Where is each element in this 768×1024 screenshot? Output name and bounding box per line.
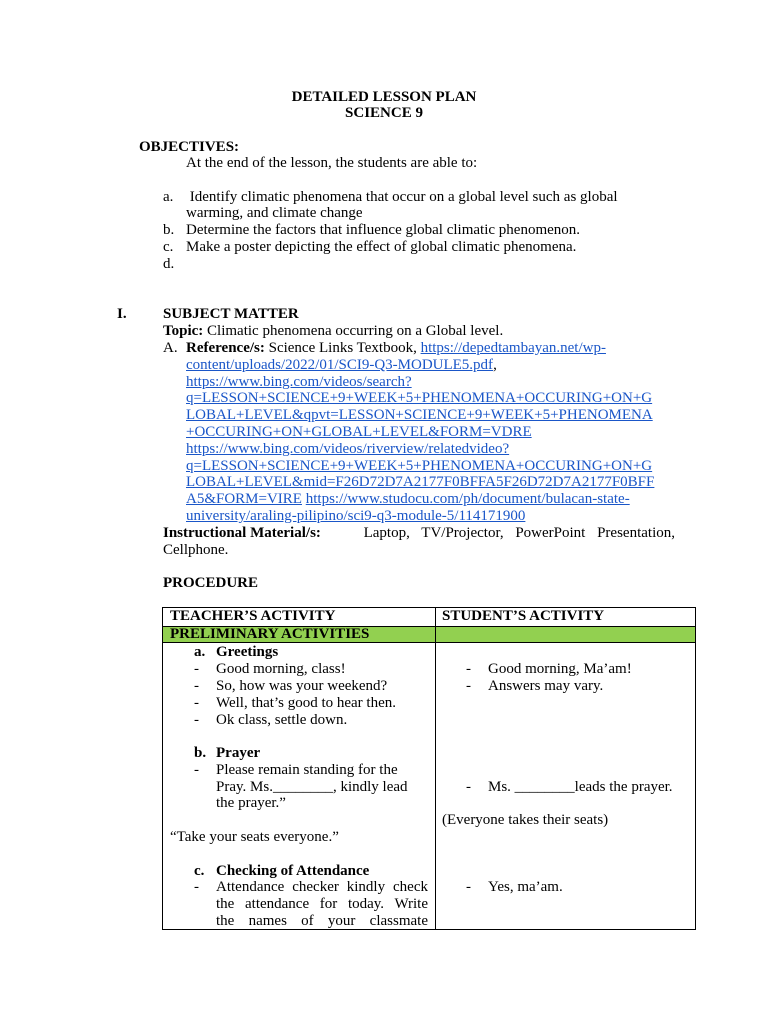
objectives-heading: OBJECTIVES: [139,139,240,155]
student-response: Answers may vary. [488,678,604,694]
greetings-title: Greetings [216,644,279,660]
dash: - [194,661,199,677]
dash: - [466,779,471,795]
greeting-line: Ok class, settle down. [216,712,348,728]
reference-link-2d[interactable]: +OCCURING+ON+GLOBAL+LEVEL&FORM=VDRE [186,424,532,440]
preliminary-band-right [436,627,695,642]
topic-label: Topic: [163,323,204,339]
objectives-intro: At the end of the lesson, the students are able to: [186,155,478,171]
attendance-title: Checking of Attendance [216,863,370,879]
materials-value: Laptop, TV/Projector, PowerPoint Presentation, [363,525,675,541]
reference-line-9 [186,491,630,508]
greeting-line: Well, that’s good to hear then. [216,695,396,711]
dash: - [194,762,199,778]
objective-a-line2: warming, and climate change [186,205,363,221]
reference-label: Reference/s: [186,340,265,356]
topic-value: Climatic phenomena occurring on a Global level. [203,323,504,339]
dash: - [194,695,199,711]
procedure-heading: PROCEDURE [163,575,259,591]
dash: - [194,879,199,895]
reference-text: Science Links Textbook, [264,340,421,356]
student-seat-note: (Everyone takes their seats) [442,812,609,828]
materials-line2: Cellphone. [163,542,229,558]
subject-matter-heading: SUBJECT MATTER [163,306,299,322]
prayer-marker: b. [194,745,207,761]
teacher-seat-note: “Take your seats everyone.” [170,829,339,845]
reference-line1 [186,340,606,357]
dash: - [466,661,471,677]
procedure-table [162,607,696,930]
objective-b-text: Determine the factors that influence global climatic phenomenon. [186,222,581,238]
reference-link-3d[interactable]: A5&FORM=VIRE [186,491,302,507]
reference-link-3a[interactable]: https://www.bing.com/videos/riverview/relatedvideo? [186,441,510,457]
objective-marker-d: d. [163,256,175,272]
objective-a-line1: Identify climatic phenomena that occur on a global level such as global [186,189,618,205]
dash: - [466,879,471,895]
preliminary-activities-label: PRELIMINARY ACTIVITIES [170,626,370,642]
reference-link-1a[interactable]: https://depedtambayan.net/wp- [420,340,606,356]
attendance-line: the attendance for today. Write [216,896,428,912]
attendance-line: the names of your classmate [216,913,428,929]
student-prayer-response: Ms. ________leads the prayer. [488,779,673,795]
dash: - [194,712,199,728]
greeting-line: So, how was your weekend? [216,678,388,694]
prayer-line: Please remain standing for the [216,762,398,778]
column-divider [435,608,436,929]
objective-marker-a: a. [163,189,174,205]
dash: - [194,678,199,694]
reference-marker: A. [163,340,178,356]
reference-link-3b[interactable]: q=LESSON+SCIENCE+9+WEEK+5+PHENOMENA+OCCURING+ON+G [186,458,653,474]
attendance-line: Attendance checker kindly check [216,879,428,895]
prayer-line: Pray. Ms.________, kindly lead [216,779,408,795]
greeting-line: Good morning, class! [216,661,346,677]
dash: - [466,678,471,694]
section-numeral: I. [117,306,127,322]
prayer-title: Prayer [216,745,261,761]
student-response: Good morning, Ma’am! [488,661,632,677]
reference-link-3c[interactable]: LOBAL+LEVEL&mid=F26D72D7A2177F0BFFA5F26D72D7A2177F0BFF [186,474,655,490]
objective-c-text: Make a poster depicting the effect of global climatic phenomena. [186,239,577,255]
greetings-marker: a. [194,644,206,660]
attendance-marker: c. [194,863,205,879]
reference-line2: content/uploads/2022/01/SCI9-Q3-MODULE5.pdf, [186,357,497,373]
document-title: DETAILED LESSON PLAN [291,89,477,105]
student-attendance-response: Yes, ma’am. [488,879,563,895]
teacher-activity-header: TEACHER’S ACTIVITY [170,608,336,624]
materials-line1 [163,525,675,542]
materials-label: Instructional Material/s: [163,525,321,541]
reference-link-4a[interactable]: https://www.studocu.com/ph/document/bulacan-state- [305,491,630,507]
student-activity-header: STUDENT’S ACTIVITY [442,608,605,624]
reference-link-1b[interactable]: content/uploads/2022/01/SCI9-Q3-MODULE5.pdf [186,357,494,373]
topic-line [163,323,503,340]
reference-link-2b[interactable]: q=LESSON+SCIENCE+9+WEEK+5+PHENOMENA+OCCURING+ON+G [186,390,653,406]
reference-link-4b[interactable]: university/araling-pilipino/sci9-q3-module-5/114171900 [186,508,526,524]
objective-marker-c: c. [163,239,174,255]
reference-link-2c[interactable]: LOBAL+LEVEL&qpvt=LESSON+SCIENCE+9+WEEK+5+PHENOMENA [186,407,653,423]
prayer-line: the prayer.” [216,795,286,811]
document-subtitle: SCIENCE 9 [345,105,423,121]
reference-link-2a[interactable]: https://www.bing.com/videos/search? [186,374,412,390]
objective-marker-b: b. [163,222,175,238]
